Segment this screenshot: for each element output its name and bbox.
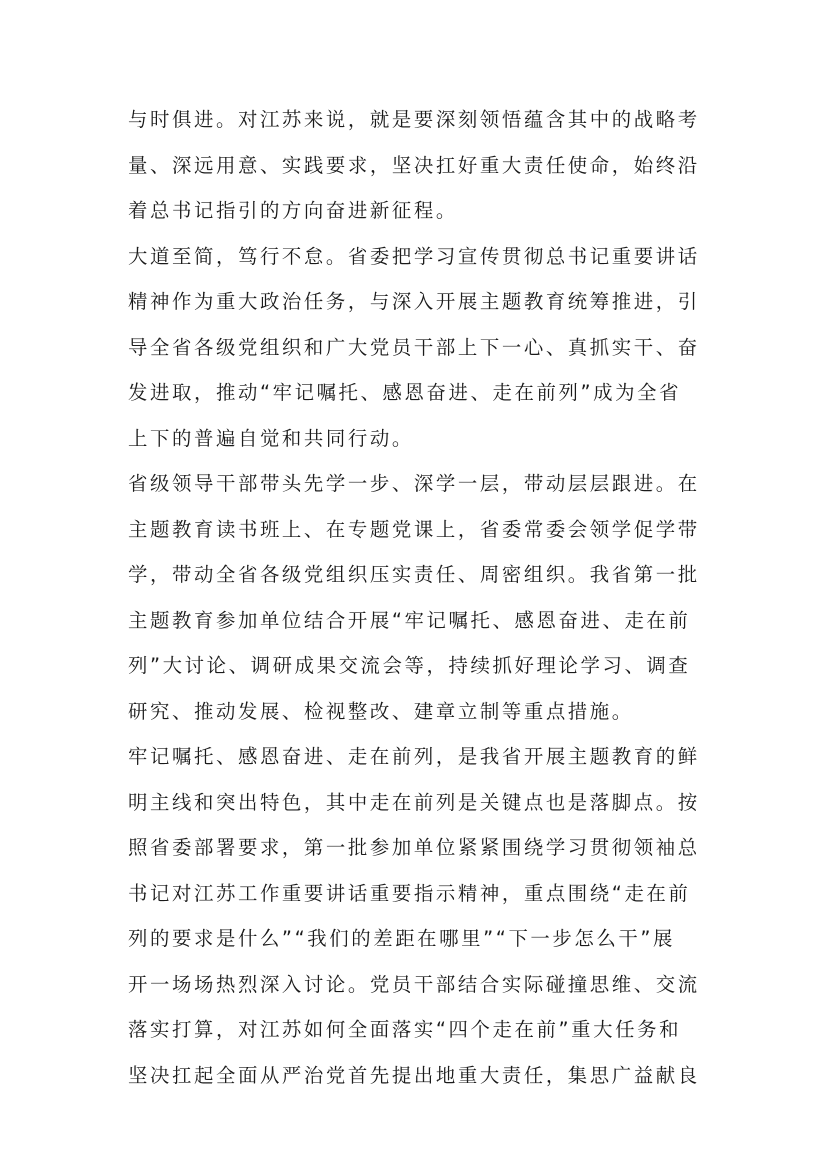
- paragraph-2: [128, 234, 708, 462]
- text-line: 牢记嘱托、感恩奋进、走在前列，是我省开展主题教育的鲜: [128, 745, 700, 768]
- text-line: 上下的普遍自觉和共同行动。: [128, 426, 414, 450]
- text-line: 主题教育参加单位结合开展“牢记嘱托、感恩奋进、走在前: [128, 608, 691, 632]
- paragraph-4: [128, 734, 708, 1098]
- text-line: 着总书记指引的方向奋进新征程。: [128, 199, 458, 222]
- text-line: 与时俱进。对江苏来说，就是要深刻领悟蕴含其中的战略考: [128, 108, 700, 131]
- text-line: 书记对江苏工作重要讲话重要指示精神，重点围绕“走在前: [128, 881, 691, 905]
- text-line: 学，带动全省各级党组织压实责任、周密组织。我省第一批: [128, 563, 700, 586]
- paragraph-3: [128, 461, 708, 734]
- text-line: 开一场场热烈深入讨论。党员干部结合实际碰撞思维、交流: [128, 972, 700, 996]
- text-line: 大道至简，笃行不怠。省委把学习宣传贯彻总书记重要讲话: [128, 244, 700, 268]
- text-line: 主题教育读书班上、在专题党课上，省委常委会领学促学带: [128, 517, 700, 541]
- text-line: 落实打算，对江苏如何全面落实“四个走在前”重大任务和: [128, 1018, 682, 1041]
- text-line: 列”大讨论、调研成果交流会等，持续抓好理论学习、调查: [128, 654, 691, 677]
- text-line: 明主线和突出特色，其中走在前列是关键点也是落脚点。按: [128, 790, 700, 814]
- paragraph-1: [128, 97, 708, 234]
- text-line: 发进取，推动“牢记嘱托、感恩奋进、走在前列”成为全省: [128, 381, 682, 404]
- text-line: 省级领导干部带头先学一步、深学一层，带动层层跟进。在: [128, 472, 700, 495]
- text-line: 导全省各级党组织和广大党员干部上下一心、真抓实干、奋: [128, 335, 700, 359]
- text-line: 研究、推动发展、检视整改、建章立制等重点措施。: [128, 699, 634, 723]
- text-line: 照省委部署要求，第一批参加单位紧紧围绕学习贯彻领袖总: [128, 836, 700, 859]
- text-line: 量、深远用意、实践要求，坚决扛好重大责任使命，始终沿: [128, 153, 700, 177]
- text-line: 坚决扛起全面从严治党首先提出地重大责任，集思广益献良: [128, 1063, 700, 1087]
- document-body: [128, 97, 708, 1098]
- text-line: 精神作为重大政治任务，与深入开展主题教育统筹推进，引: [128, 290, 700, 313]
- text-line: 列的要求是什么”“我们的差距在哪里”“下一步怎么干”展: [128, 927, 676, 950]
